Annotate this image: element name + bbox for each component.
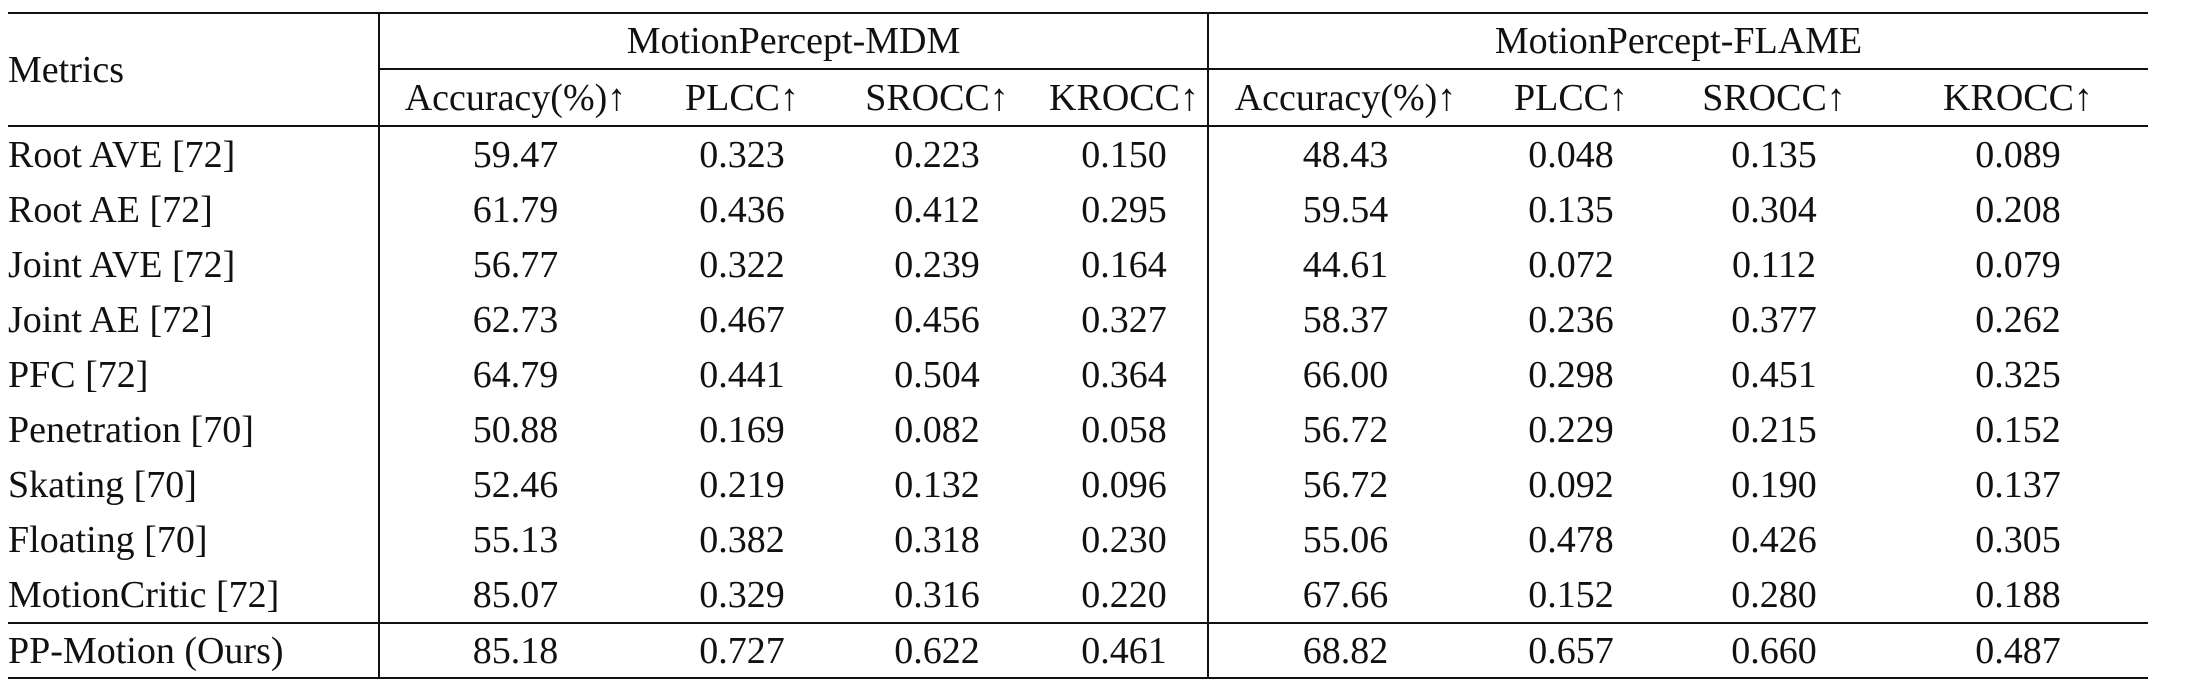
table-cell: 0.329 [699, 573, 785, 616]
table-cell: 0.295 [1081, 188, 1167, 231]
table-row [8, 292, 2148, 347]
column-header: Accuracy(%)↑ [379, 69, 651, 126]
method-name: Joint AE [72] [8, 298, 213, 341]
table-cell: 0.152 [1975, 408, 2061, 451]
table-row [8, 182, 2148, 237]
table-cell: 0.135 [1731, 133, 1817, 176]
method-name: Joint AVE [72] [8, 243, 236, 286]
table-cell: 0.229 [1528, 408, 1614, 451]
column-header: PLCC↑ [1482, 69, 1660, 126]
table-cell: 50.88 [379, 402, 651, 457]
table-cell: 0.239 [894, 243, 980, 286]
table-cell: 0.487 [1888, 623, 2148, 678]
table-cell: 0.325 [1975, 353, 2061, 396]
table-cell: 55.06 [1208, 512, 1482, 567]
table-cell: 0.441 [699, 353, 785, 396]
table-cell: 0.280 [1731, 573, 1817, 616]
table-cell: 85.07 [379, 567, 651, 623]
table-header [8, 13, 2148, 126]
table-cell: 0.467 [699, 298, 785, 341]
table-cell: 0.089 [1975, 133, 2061, 176]
table-cell: 0.215 [1731, 408, 1817, 451]
table-cell: 0.461 [1041, 623, 1208, 678]
table-cell: 85.18 [379, 623, 651, 678]
table-row [8, 126, 2148, 182]
group-header-row [8, 13, 2148, 69]
method-name: Skating [70] [8, 463, 197, 506]
column-header: KROCC↑ [1888, 69, 2148, 126]
table-cell: 0.478 [1528, 518, 1614, 561]
table-cell: 0.058 [1081, 408, 1167, 451]
table-cell: 0.451 [1731, 353, 1817, 396]
method-name: Root AE [72] [8, 188, 213, 231]
table-cell: 0.096 [1081, 463, 1167, 506]
method-name: Root AVE [72] [8, 133, 236, 176]
table-cell: 0.660 [1660, 623, 1888, 678]
table-cell: 0.137 [1975, 463, 2061, 506]
table-cell: 0.208 [1975, 188, 2061, 231]
table-cell: 0.622 [833, 623, 1041, 678]
table-cell: 61.79 [379, 182, 651, 237]
table-cell: 0.150 [1081, 133, 1167, 176]
table-cell: 0.072 [1528, 243, 1614, 286]
table-cell: 0.436 [699, 188, 785, 231]
table-cell: 0.305 [1975, 518, 2061, 561]
table-cell: 0.048 [1528, 133, 1614, 176]
table-cell: 0.377 [1731, 298, 1817, 341]
table-row [8, 237, 2148, 292]
table-cell: 56.77 [379, 237, 651, 292]
table-cell: 0.079 [1975, 243, 2061, 286]
table-cell: 59.47 [379, 126, 651, 182]
method-name: Floating [70] [8, 518, 208, 561]
method-name: MotionCritic [72] [8, 573, 280, 616]
table-cell: 0.152 [1528, 573, 1614, 616]
table-cell: 0.364 [1081, 353, 1167, 396]
results-table [8, 12, 2148, 679]
table-cell: 0.132 [894, 463, 980, 506]
group-header-mdm: MotionPercept-MDM [379, 13, 1208, 69]
table-cell: 0.657 [1482, 623, 1660, 678]
table-cell: 55.13 [379, 512, 651, 567]
table-cell: 0.220 [1081, 573, 1167, 616]
table-cell: 0.135 [1528, 188, 1614, 231]
table-cell: 0.323 [699, 133, 785, 176]
table-cell: 0.188 [1975, 573, 2061, 616]
column-header: KROCC↑ [1041, 69, 1208, 126]
table-cell: 0.298 [1528, 353, 1614, 396]
table-cell: 0.322 [699, 243, 785, 286]
table-cell: 0.092 [1528, 463, 1614, 506]
table-cell: 64.79 [379, 347, 651, 402]
table-cell: 67.66 [1208, 567, 1482, 623]
table-row [8, 402, 2148, 457]
column-header: PLCC↑ [651, 69, 833, 126]
table-row [8, 567, 2148, 623]
column-header: Accuracy(%)↑ [1208, 69, 1482, 126]
table-cell: 0.164 [1081, 243, 1167, 286]
method-name: PFC [72] [8, 353, 149, 396]
table-cell: 66.00 [1208, 347, 1482, 402]
column-header: SROCC↑ [1660, 69, 1888, 126]
table-cell: 68.82 [1208, 623, 1482, 678]
table-row-ours [8, 623, 2148, 678]
table-cell: 0.223 [894, 133, 980, 176]
table-cell: 44.61 [1208, 237, 1482, 292]
table-cell: 0.456 [894, 298, 980, 341]
table-cell: 0.727 [651, 623, 833, 678]
table-row [8, 347, 2148, 402]
table-cell: 0.082 [894, 408, 980, 451]
table-cell: 0.504 [894, 353, 980, 396]
table-cell: 0.327 [1081, 298, 1167, 341]
table-cell: 0.382 [699, 518, 785, 561]
table-cell: 0.412 [894, 188, 980, 231]
method-name: PP-Motion (Ours) [8, 623, 379, 678]
table-cell: 56.72 [1208, 402, 1482, 457]
table-cell: 0.236 [1528, 298, 1614, 341]
table-cell: 62.73 [379, 292, 651, 347]
table-body [8, 126, 2148, 678]
table-cell: 0.304 [1731, 188, 1817, 231]
table-cell: 0.169 [699, 408, 785, 451]
column-header: SROCC↑ [833, 69, 1041, 126]
table-cell: 58.37 [1208, 292, 1482, 347]
table-cell: 0.262 [1975, 298, 2061, 341]
table-cell: 0.318 [894, 518, 980, 561]
table-cell: 0.219 [699, 463, 785, 506]
table-cell: 0.190 [1731, 463, 1817, 506]
table-cell: 0.230 [1081, 518, 1167, 561]
method-name: Penetration [70] [8, 408, 254, 451]
group-header-flame: MotionPercept-FLAME [1208, 13, 2148, 69]
table-cell: 0.426 [1731, 518, 1817, 561]
table-cell: 0.112 [1731, 243, 1817, 286]
table-cell: 52.46 [379, 457, 651, 512]
table-cell: 48.43 [1208, 126, 1482, 182]
table-row [8, 512, 2148, 567]
table-cell: 59.54 [1208, 182, 1482, 237]
metrics-column-header: Metrics [8, 13, 379, 126]
table-cell: 56.72 [1208, 457, 1482, 512]
table-cell: 0.316 [894, 573, 980, 616]
table-row [8, 457, 2148, 512]
